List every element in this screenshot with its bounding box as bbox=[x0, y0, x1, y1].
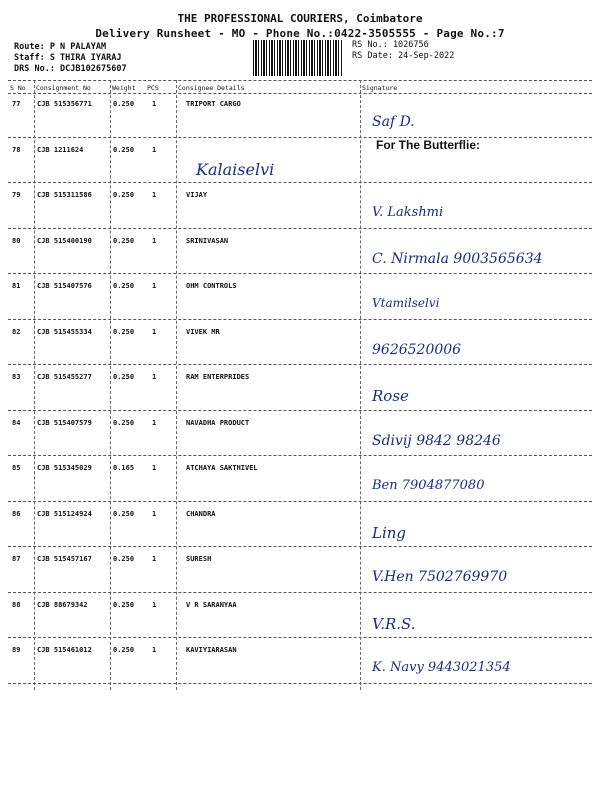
pieces-count: 1 bbox=[152, 145, 157, 154]
weight-value: 0.250 bbox=[113, 191, 135, 199]
serial-number: 84 bbox=[12, 418, 21, 427]
pieces-count: 1 bbox=[152, 464, 157, 472]
consignment-number: CJB 515457167 bbox=[37, 555, 92, 563]
row-separator bbox=[8, 455, 592, 456]
column-divider bbox=[176, 80, 177, 690]
weight-value: 0.250 bbox=[113, 236, 135, 245]
row-separator bbox=[8, 182, 592, 183]
serial-number: 78 bbox=[12, 145, 21, 154]
column-header-sno: S No bbox=[10, 84, 26, 92]
consignment-number: CJB 88679342 bbox=[37, 600, 88, 609]
pieces-count: 1 bbox=[152, 100, 157, 108]
column-divider bbox=[34, 80, 35, 690]
weight-value: 0.165 bbox=[113, 464, 135, 472]
row-separator bbox=[8, 364, 592, 365]
pieces-count: 1 bbox=[152, 236, 157, 245]
recipient-signature: C. Nirmala 9003565634 bbox=[372, 250, 543, 267]
pieces-count: 1 bbox=[152, 327, 157, 336]
row-separator bbox=[8, 546, 592, 547]
consignment-number: CJB 515356771 bbox=[37, 100, 92, 108]
weight-value: 0.250 bbox=[113, 555, 135, 563]
row-separator bbox=[8, 637, 592, 638]
consignment-number: CJB 515455334 bbox=[37, 327, 92, 336]
company-title: THE PROFESSIONAL COURIERS, Coimbatore bbox=[177, 12, 423, 25]
consignment-number: CJB 515400190 bbox=[37, 236, 92, 245]
row-separator bbox=[8, 410, 592, 411]
consignment-number: CJB 515407576 bbox=[37, 282, 92, 290]
consignment-number: CJB 515345029 bbox=[37, 464, 92, 472]
serial-number: 81 bbox=[12, 282, 21, 290]
consignee-name: V R SARANYAA bbox=[186, 600, 237, 609]
serial-number: 85 bbox=[12, 464, 21, 472]
recipient-signature: Vtamilselvi bbox=[372, 296, 440, 310]
row-separator bbox=[8, 683, 592, 684]
serial-number: 82 bbox=[12, 327, 21, 336]
rs-number: RS No.: 1026756 bbox=[352, 40, 429, 50]
weight-value: 0.250 bbox=[113, 418, 135, 427]
row-separator bbox=[8, 501, 592, 502]
consignment-number: CJB 515461012 bbox=[37, 646, 92, 654]
column-header-consignee: Consignee Details bbox=[178, 84, 245, 92]
recipient-signature: Ben 7904877080 bbox=[372, 478, 485, 493]
recipient-signature: Ling bbox=[372, 523, 407, 542]
consignee-name: SRINIVASAN bbox=[186, 236, 229, 245]
consignment-number: CJB 1211624 bbox=[37, 145, 84, 154]
rs-date: RS Date: 24-Sep-2022 bbox=[352, 51, 455, 61]
column-header-consignment: Consignment No bbox=[36, 84, 91, 92]
weight-value: 0.250 bbox=[113, 600, 135, 609]
drs-number: DRS No.: DCJB102675607 bbox=[14, 64, 127, 74]
weight-value: 0.250 bbox=[113, 282, 135, 290]
column-divider bbox=[360, 80, 361, 690]
consignee-name: KAVIYIARASAN bbox=[186, 646, 237, 654]
pieces-count: 1 bbox=[152, 509, 157, 518]
weight-value: 0.250 bbox=[113, 646, 135, 654]
column-header-weight: Weight bbox=[112, 84, 136, 92]
column-header-signature: Signature bbox=[362, 84, 398, 92]
consignment-number: CJB 515124924 bbox=[37, 509, 92, 518]
consignee-name: RAM ENTERPRIDES bbox=[186, 373, 250, 381]
recipient-signature: Saf D. bbox=[372, 114, 415, 130]
serial-number: 89 bbox=[12, 646, 21, 654]
barcode bbox=[253, 40, 343, 76]
consignee-name: VIVEK MR bbox=[186, 327, 220, 336]
route-label: Route: P N PALAYAM bbox=[14, 42, 107, 52]
recipient-signature: Sdivij 9842 98246 bbox=[372, 432, 501, 449]
consignee-name: VIJAY bbox=[186, 191, 208, 199]
serial-number: 87 bbox=[12, 555, 21, 563]
pieces-count: 1 bbox=[152, 600, 157, 609]
column-divider bbox=[110, 80, 111, 690]
header-bottom-rule bbox=[8, 93, 592, 94]
weight-value: 0.250 bbox=[113, 327, 135, 336]
recipient-signature: 9626520006 bbox=[372, 341, 462, 358]
pieces-count: 1 bbox=[152, 646, 157, 654]
serial-number: 86 bbox=[12, 509, 21, 518]
serial-number: 80 bbox=[12, 236, 21, 245]
consignee-name: ATCHAYA SAKTHIVEL bbox=[186, 464, 258, 472]
recipient-signature: K. Navy 9443021354 bbox=[372, 660, 511, 675]
runsheet-subtitle: Delivery Runsheet - MO - Phone No.:0422-3505555 - Page No.:7 bbox=[95, 27, 505, 40]
row-separator bbox=[8, 273, 592, 274]
consignee-name: SURESH bbox=[186, 555, 212, 563]
weight-value: 0.250 bbox=[113, 509, 135, 518]
recipient-signature: Rose bbox=[372, 387, 409, 405]
row-separator bbox=[8, 137, 592, 138]
row-separator bbox=[8, 228, 592, 229]
handwritten-consignee-name: Kalaiselvi bbox=[196, 159, 275, 179]
recipient-signature: V.Hen 7502769970 bbox=[372, 569, 508, 585]
row-separator bbox=[8, 319, 592, 320]
consignee-name: OHM CONTROLS bbox=[186, 282, 237, 290]
consignment-number: CJB 515311586 bbox=[37, 191, 92, 199]
consignee-name: NAVADHA PRODUCT bbox=[186, 418, 250, 427]
weight-value: 0.250 bbox=[113, 100, 135, 108]
weight-value: 0.250 bbox=[113, 145, 135, 154]
recipient-signature: V.R.S. bbox=[372, 614, 416, 633]
serial-number: 77 bbox=[12, 100, 21, 108]
serial-number: 88 bbox=[12, 600, 21, 609]
pieces-count: 1 bbox=[152, 282, 157, 290]
pieces-count: 1 bbox=[152, 373, 157, 381]
pieces-count: 1 bbox=[152, 191, 157, 199]
weight-value: 0.250 bbox=[113, 373, 135, 381]
header-top-rule bbox=[8, 80, 592, 81]
column-header-pcs: PCS bbox=[147, 84, 159, 92]
pieces-count: 1 bbox=[152, 555, 157, 563]
row-separator bbox=[8, 592, 592, 593]
consignee-name: TRIPORT CARGO bbox=[186, 100, 241, 108]
consignment-number: CJB 515455277 bbox=[37, 373, 92, 381]
consignment-number: CJB 515407579 bbox=[37, 418, 92, 427]
consignee-name: CHANDRA bbox=[186, 509, 216, 518]
recipient-signature: V. Lakshmi bbox=[372, 205, 444, 220]
serial-number: 79 bbox=[12, 191, 21, 199]
company-stamp: For The Butterflie: bbox=[376, 138, 480, 152]
serial-number: 83 bbox=[12, 373, 21, 381]
staff-label: Staff: S THIRA IYARAJ bbox=[14, 53, 122, 63]
pieces-count: 1 bbox=[152, 418, 157, 427]
